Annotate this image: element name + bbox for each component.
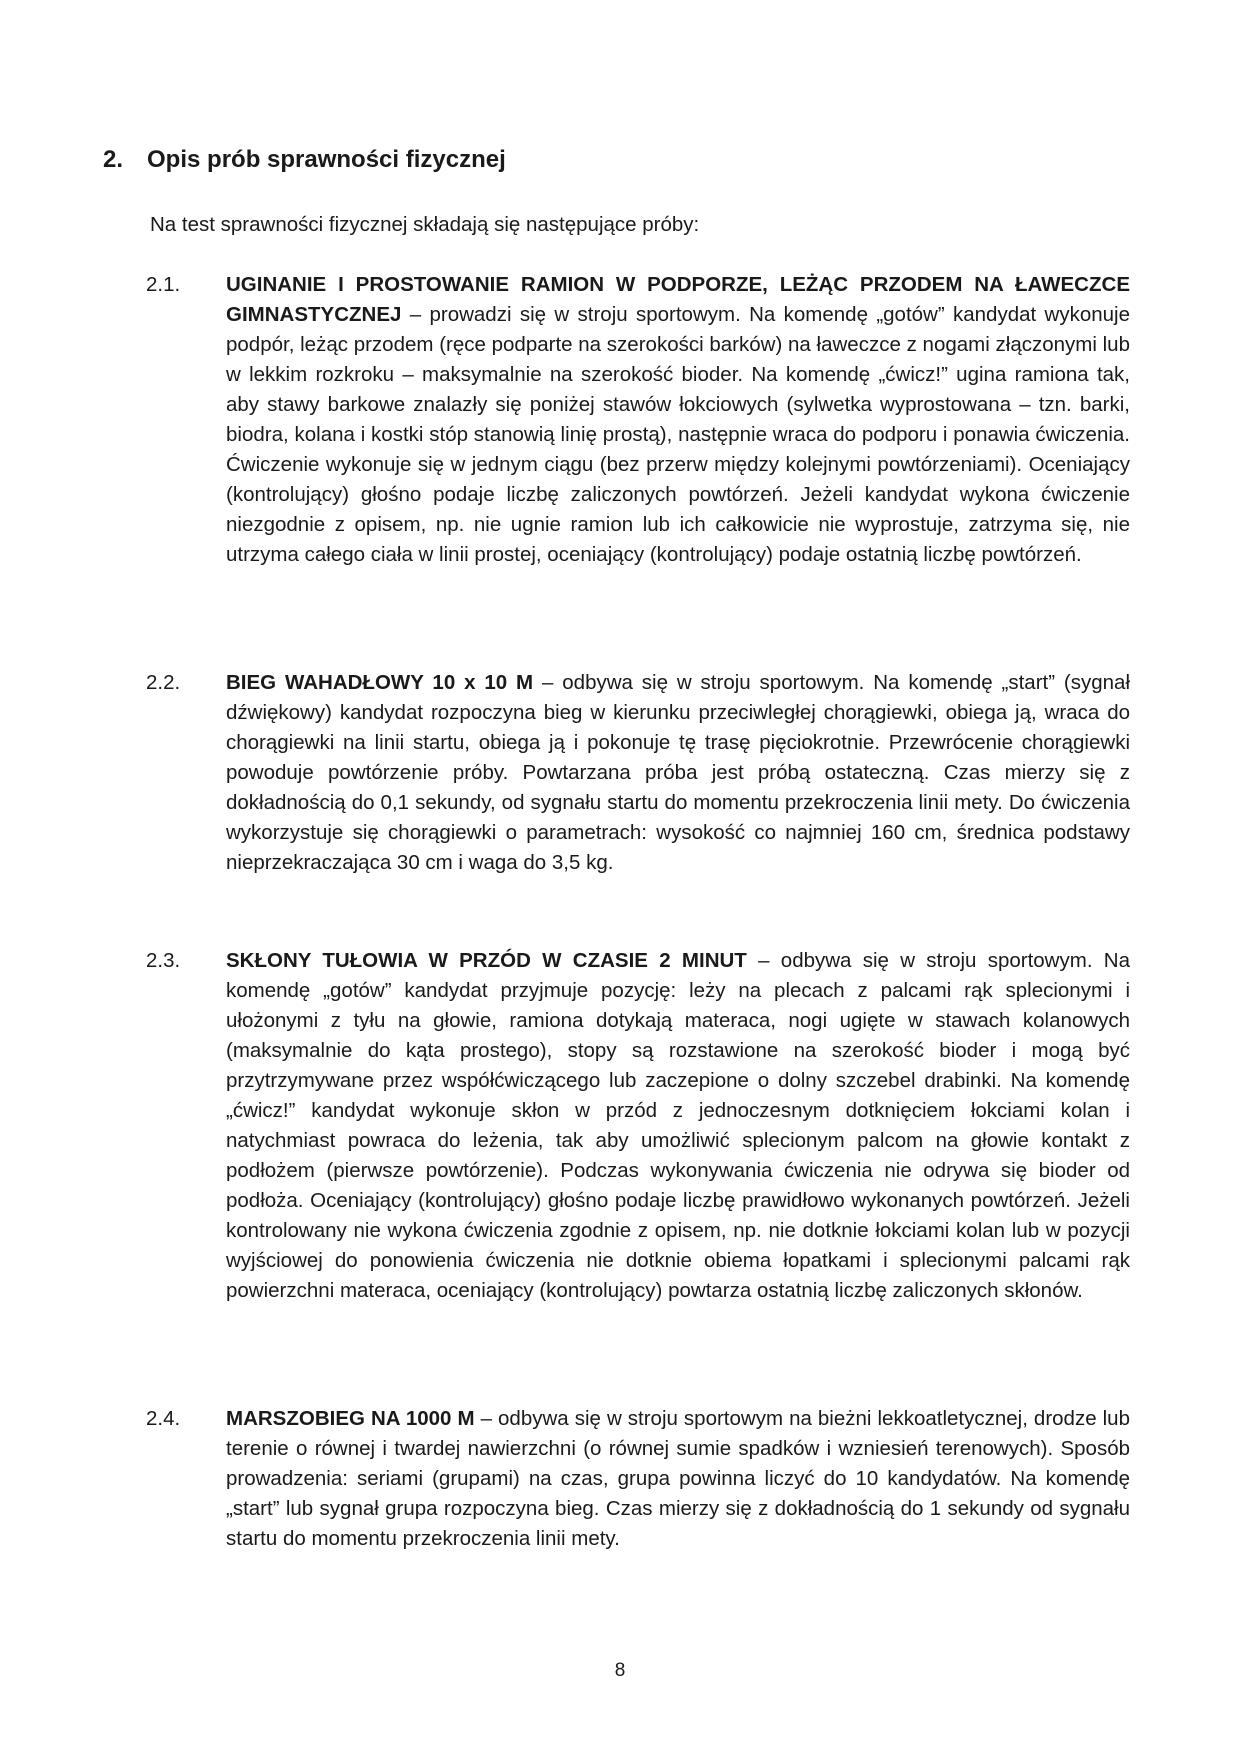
- section-heading-title: Opis prób sprawności fizycznej: [147, 146, 506, 173]
- subsection-body: – odbywa się w stroju sportowym. Na komendę „gotów” kandydat przyjmuje pozycję: leży na plecach z palcami rąk splecionymi i ułożonymi z tyłu na głowie, ramiona dotykają materaca, nogi ugięte w stawach kolanowych (maksymalnie do kąta prostego), stopy są rozstawione na szerokość bioder i mogą być przytrzymywane przez współćwiczącego lub zaczepione o dolny szczebel drabinki. Na komendę „ćwicz!” kandydat wykonuje skłon w przód z jednoczesnym dotknięciem łokciami kolan i natychmiast powraca do leżenia, tak aby umożliwić splecionym palcom na głowie kontakt z podłożem (pierwsze powtórzenie). Podczas wykonywania ćwiczenia nie odrywa się bioder od podłoża. Oceniający (kontrolujący) głośno podaje liczbę prawidłowo wykonanych powtórzeń. Jeżeli kontrolowany nie wykona ćwiczenia zgodnie z opisem, np. nie dotknie łokciami kolan lub w pozycji wyjściowej do ponowienia ćwiczenia nie dotknie obiema łopatkami i splecionymi palcami rąk powierzchni materaca, oceniający (kontrolujący) powtarza ostatnią liczbę zaliczonych skłonów.: [226, 949, 1130, 1302]
- subsection-number: 2.3.: [146, 949, 181, 972]
- subsection-title: SKŁONY TUŁOWIA W PRZÓD W CZASIE 2 MINUT: [226, 949, 747, 972]
- subsection-body: – odbywa się w stroju sportowym na bieżni lekkoatletycznej, drodze lub terenie o równej i twardej nawierzchni (o równej sumie spadków i wzniesień terenowych). Sposób prowadzenia: seriami (grupami) na czas, grupa powinna liczyć do 10 kandydatów. Na komendę „start” lub sygnał grupa rozpoczyna bieg. Czas mierzy się z dokładnością do 1 sekundy od sygnału startu do momentu przekroczenia linii mety.: [226, 1407, 1130, 1550]
- intro-paragraph: Na test sprawności fizycznej składają się następujące próby:: [150, 213, 700, 236]
- subsection-text: [226, 1404, 1130, 1554]
- subsection-text: [226, 668, 1130, 878]
- subsection-title: MARSZOBIEG NA 1000 M: [226, 1407, 475, 1430]
- subsection-body: – odbywa się w stroju sportowym. Na komendę „start” (sygnał dźwiękowy) kandydat rozpoczyna bieg w kierunku przeciwległej chorągiewki, obiega ją, wraca do chorągiewki na linii startu, obiega ją i pokonuje tę trasę pięciokrotnie. Przewrócenie chorągiewki powoduje powtórzenie próby. Powtarzana próba jest próbą ostateczną. Czas mierzy się z dokładnością do 0,1 sekundy, od sygnału startu do momentu przekroczenia linii mety. Do ćwiczenia wykorzystuje się chorągiewki o parametrach: wysokość co najmniej 160 cm, średnica podstawy nieprzekraczająca 30 cm i waga do 3,5 kg.: [226, 671, 1130, 874]
- page-number: 8: [614, 1660, 626, 1681]
- subsection-body: – prowadzi się w stroju sportowym. Na komendę „gotów” kandydat wykonuje podpór, leżąc przodem (ręce podparte na szerokości barków) na ławeczce z nogami złączonymi lub w lekkim rozkroku – maksymalnie na szerokość bioder. Na komendę „ćwicz!” ugina ramiona tak, aby stawy barkowe znalazły się poniżej stawów łokciowych (sylwetka wyprostowana – tzn. barki, biodra, kolana i kostki stóp stanowią linię prostą), następnie wraca do podporu i ponawia ćwiczenia. Ćwiczenie wykonuje się w jednym ciągu (bez przerw między kolejnymi powtórzeniami). Oceniający (kontrolujący) głośno podaje liczbę zaliczonych powtórzeń. Jeżeli kandydat wykona ćwiczenie niezgodnie z opisem, np. nie ugnie ramion lub ich całkowicie nie wyprostuje, zatrzyma się, nie utrzyma całego ciała w linii prostej, oceniający (kontrolujący) podaje ostatnią liczbę powtórzeń.: [226, 303, 1130, 566]
- section-heading: [103, 146, 506, 174]
- subsection-text: [226, 946, 1130, 1306]
- section-heading-number: 2.: [103, 146, 124, 173]
- subsection-number: 2.2.: [146, 671, 181, 694]
- subsection-title: UGINANIE I PROSTOWANIE RAMION W PODPORZE, LEŻĄC PRZODEM NA ŁAWECZCE GIMNASTYCZNEJ: [226, 273, 1130, 326]
- subsection-text: [226, 270, 1130, 570]
- subsection-title: BIEG WAHADŁOWY 10 x 10 M: [226, 671, 534, 694]
- subsection-number: 2.4.: [146, 1407, 181, 1430]
- subsection-number: 2.1.: [146, 273, 181, 296]
